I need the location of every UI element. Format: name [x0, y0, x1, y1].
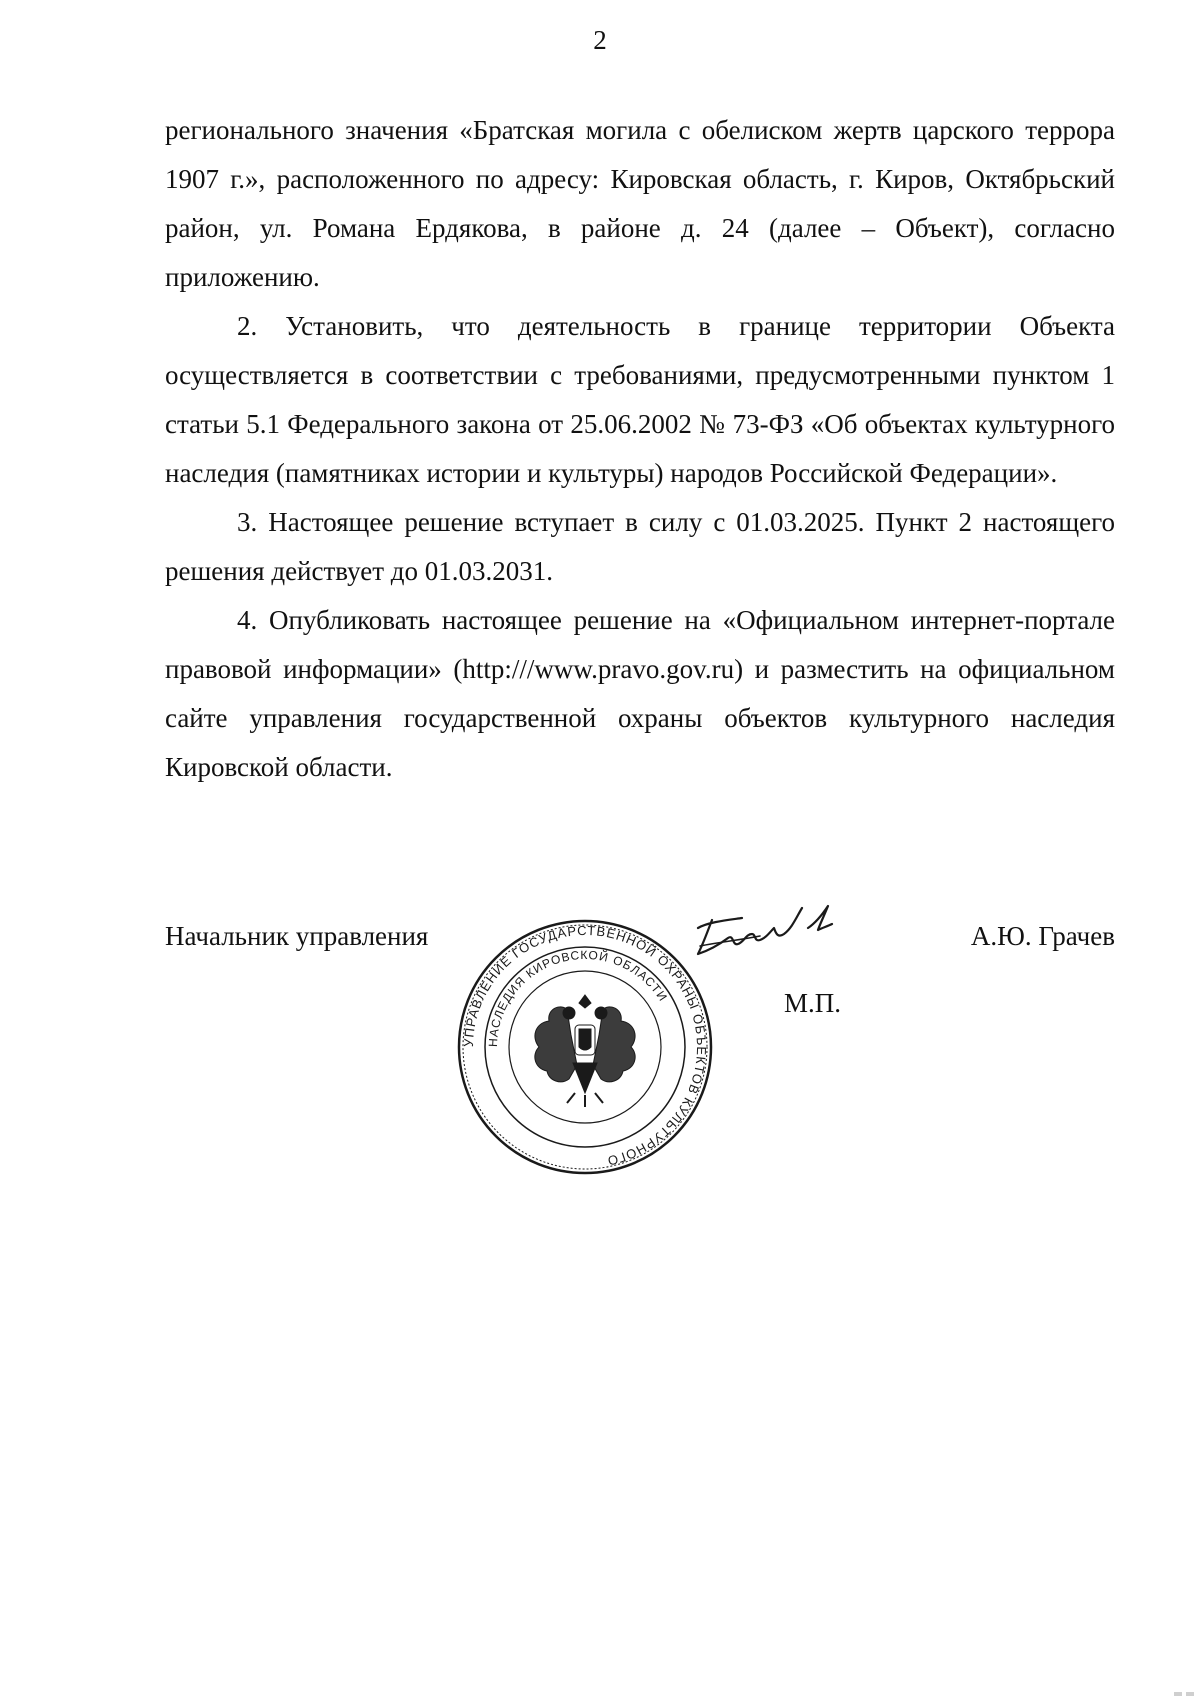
signatory-role: Начальник управления [165, 921, 429, 951]
handwritten-signature [690, 898, 870, 968]
scan-artifact [1170, 1691, 1200, 1697]
paragraph-4-publication: 4. Опубликовать настоящее решение на «Официальном интернет-портале правовой информации» (http:///www.pravo.gov.ru) и разместить на официальном сайте управления государственной охраны объектов культурного наследия Кировской области. [165, 605, 1115, 782]
stamp-outer-text: УПРАВЛЕНИЕ ГОСУДАРСТВЕННОЙ ОХРАНЫ ОБЪЕКТОВ КУЛЬТУРНОГО [460, 922, 710, 1169]
seal-placeholder-label: М.П. [784, 988, 842, 1018]
official-stamp [455, 917, 715, 1177]
document-body [165, 106, 1115, 792]
signatory-name: А.Ю. Грачев [970, 921, 1115, 951]
page-number: 2 [593, 25, 607, 55]
double-headed-eagle-icon [535, 995, 635, 1107]
paragraph-1-continuation: регионального значения «Братская могила с обелиском жертв царского террора 1907 г.», расположенного по адресу: Кировская область, г. Киров, Октябрьский район, ул. Романа Ердякова, в районе д. 24 (далее – Объект), согласно приложению. [165, 115, 1115, 292]
paragraph-2-activity-rules: 2. Установить, что деятельность в границе территории Объекта осуществляется в соответствии с требованиями, предусмотренными пунктом 1 статьи 5.1 Федерального закона от 25.06.2002 № 73-ФЗ «Об объектах культурного наследия (памятниках истории и культуры) народов Российской Федерации». [165, 311, 1115, 488]
stamp-inner-text: НАСЛЕДИЯ КИРОВСКОЙ ОБЛАСТИ [485, 947, 671, 1048]
paragraph-3-effective-date: 3. Настоящее решение вступает в силу с 01.03.2025. Пункт 2 настоящего решения действует до 01.03.2031. [165, 507, 1115, 586]
